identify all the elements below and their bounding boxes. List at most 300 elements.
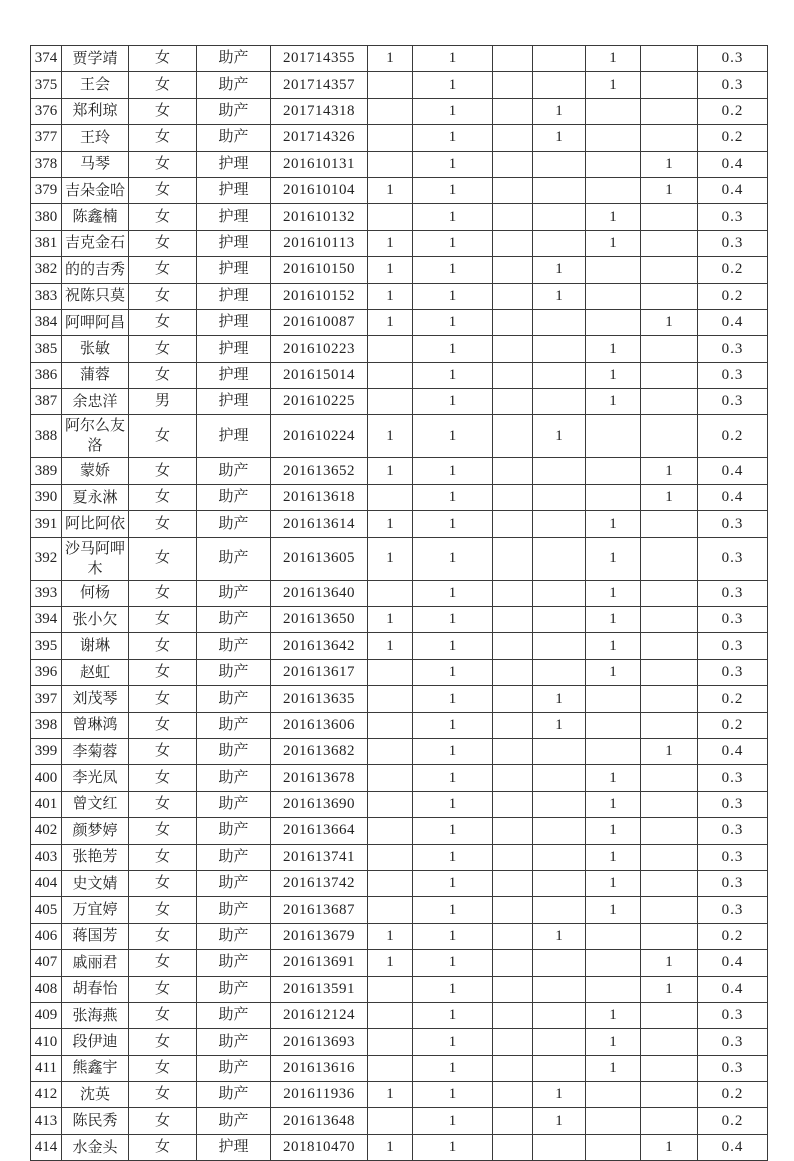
mark-6-cell: 1 [641,177,698,203]
mark-4-cell: 1 [533,125,586,151]
gender-cell: 女 [129,1082,197,1108]
mark-4-cell [533,46,586,72]
mark-5-cell [586,415,641,458]
mark-6-cell [641,1108,698,1134]
student-id-cell: 201714326 [271,125,368,151]
name-cell: 马琴 [62,151,129,177]
mark-6-cell [641,415,698,458]
mark-2-cell: 1 [413,844,493,870]
score-cell: 0.4 [698,976,768,1002]
mark-5-cell: 1 [586,818,641,844]
mark-1-cell [368,844,413,870]
row-number-cell: 411 [31,1055,62,1081]
mark-5-cell: 1 [586,72,641,98]
mark-2-cell: 1 [413,791,493,817]
mark-4-cell: 1 [533,686,586,712]
name-cell: 戚丽君 [62,950,129,976]
mark-3-cell [493,738,533,764]
table-row [31,897,768,923]
mark-6-cell [641,844,698,870]
mark-6-cell [641,818,698,844]
student-id-cell: 201610224 [271,415,368,458]
mark-4-cell [533,950,586,976]
name-cell: 吉朵金哈 [62,177,129,203]
mark-6-cell [641,1002,698,1028]
mark-1-cell: 1 [368,1134,413,1160]
gender-cell: 女 [129,336,197,362]
table-row [31,98,768,124]
mark-6-cell: 1 [641,484,698,510]
row-number-cell: 399 [31,738,62,764]
name-cell: 颜梦婷 [62,818,129,844]
gender-cell: 女 [129,870,197,896]
row-number-cell: 390 [31,484,62,510]
category-cell: 助产 [197,98,271,124]
mark-5-cell [586,283,641,309]
table-row [31,309,768,335]
mark-5-cell: 1 [586,1029,641,1055]
student-id-cell: 201610152 [271,283,368,309]
mark-1-cell: 1 [368,511,413,537]
row-number-cell: 395 [31,633,62,659]
name-cell: 的的吉秀 [62,257,129,283]
row-number-cell: 400 [31,765,62,791]
mark-3-cell [493,897,533,923]
mark-3-cell [493,511,533,537]
mark-5-cell [586,458,641,484]
mark-5-cell: 1 [586,633,641,659]
gender-cell: 女 [129,686,197,712]
gender-cell: 男 [129,389,197,415]
student-id-cell: 201613691 [271,950,368,976]
name-cell: 李光凤 [62,765,129,791]
mark-2-cell: 1 [413,125,493,151]
score-cell: 0.2 [698,415,768,458]
gender-cell: 女 [129,484,197,510]
mark-6-cell [641,1055,698,1081]
mark-6-cell: 1 [641,738,698,764]
mark-6-cell [641,712,698,738]
row-number-cell: 404 [31,870,62,896]
score-cell: 0.4 [698,177,768,203]
table-row [31,151,768,177]
student-id-cell: 201613642 [271,633,368,659]
row-number-cell: 381 [31,230,62,256]
row-number-cell: 414 [31,1134,62,1160]
mark-4-cell [533,580,586,606]
row-number-cell: 383 [31,283,62,309]
mark-2-cell: 1 [413,537,493,580]
score-cell: 0.2 [698,1082,768,1108]
student-id-cell: 201714355 [271,46,368,72]
mark-1-cell [368,738,413,764]
mark-4-cell: 1 [533,283,586,309]
mark-6-cell [641,537,698,580]
gender-cell: 女 [129,1055,197,1081]
mark-5-cell [586,923,641,949]
mark-1-cell [368,1029,413,1055]
row-number-cell: 394 [31,607,62,633]
mark-4-cell [533,765,586,791]
student-id-cell: 201610223 [271,336,368,362]
name-cell: 李菊蓉 [62,738,129,764]
mark-4-cell: 1 [533,1108,586,1134]
score-cell: 0.3 [698,1055,768,1081]
mark-5-cell [586,1108,641,1134]
name-cell: 蒙娇 [62,458,129,484]
mark-2-cell: 1 [413,1002,493,1028]
student-id-cell: 201610225 [271,389,368,415]
mark-5-cell [586,686,641,712]
student-id-cell: 201613648 [271,1108,368,1134]
mark-4-cell [533,177,586,203]
name-cell: 刘茂琴 [62,686,129,712]
mark-1-cell: 1 [368,633,413,659]
mark-4-cell [533,791,586,817]
gender-cell: 女 [129,738,197,764]
gender-cell: 女 [129,177,197,203]
name-cell: 万宜婷 [62,897,129,923]
mark-3-cell [493,257,533,283]
student-id-cell: 201610150 [271,257,368,283]
student-id-cell: 201613742 [271,870,368,896]
row-number-cell: 386 [31,362,62,388]
score-cell: 0.2 [698,923,768,949]
score-cell: 0.3 [698,389,768,415]
mark-4-cell [533,458,586,484]
mark-5-cell: 1 [586,580,641,606]
student-id-cell: 201610087 [271,309,368,335]
category-cell: 护理 [197,362,271,388]
mark-3-cell [493,98,533,124]
mark-2-cell: 1 [413,1108,493,1134]
table-row [31,738,768,764]
score-cell: 0.3 [698,511,768,537]
mark-1-cell [368,125,413,151]
name-cell: 何杨 [62,580,129,606]
mark-4-cell [533,607,586,633]
mark-3-cell [493,537,533,580]
category-cell: 助产 [197,818,271,844]
mark-4-cell [533,1134,586,1160]
category-cell: 助产 [197,633,271,659]
mark-1-cell: 1 [368,1082,413,1108]
name-cell: 蒲蓉 [62,362,129,388]
gender-cell: 女 [129,712,197,738]
mark-5-cell [586,151,641,177]
mark-1-cell: 1 [368,607,413,633]
mark-3-cell [493,389,533,415]
row-number-cell: 409 [31,1002,62,1028]
mark-2-cell: 1 [413,950,493,976]
mark-5-cell: 1 [586,1055,641,1081]
mark-6-cell [641,607,698,633]
mark-2-cell: 1 [413,765,493,791]
name-cell: 陈民秀 [62,1108,129,1134]
student-id-cell: 201610131 [271,151,368,177]
student-id-cell: 201610104 [271,177,368,203]
category-cell: 助产 [197,511,271,537]
category-cell: 助产 [197,46,271,72]
table-row [31,633,768,659]
category-cell: 护理 [197,257,271,283]
name-cell: 熊鑫宇 [62,1055,129,1081]
student-id-cell: 201613617 [271,659,368,685]
mark-2-cell: 1 [413,204,493,230]
mark-2-cell: 1 [413,484,493,510]
mark-1-cell: 1 [368,415,413,458]
name-cell: 吉克金石 [62,230,129,256]
mark-4-cell [533,844,586,870]
mark-5-cell: 1 [586,897,641,923]
mark-2-cell: 1 [413,511,493,537]
table-row [31,923,768,949]
mark-2-cell: 1 [413,458,493,484]
mark-6-cell [641,765,698,791]
category-cell: 助产 [197,1002,271,1028]
name-cell: 阿呷阿昌 [62,309,129,335]
mark-2-cell: 1 [413,607,493,633]
mark-3-cell [493,659,533,685]
mark-4-cell: 1 [533,1082,586,1108]
mark-5-cell: 1 [586,230,641,256]
table-row [31,950,768,976]
score-cell: 0.3 [698,46,768,72]
mark-1-cell [368,336,413,362]
category-cell: 助产 [197,607,271,633]
student-id-cell: 201613616 [271,1055,368,1081]
table-row [31,362,768,388]
mark-3-cell [493,712,533,738]
score-cell: 0.2 [698,712,768,738]
score-cell: 0.3 [698,230,768,256]
score-cell: 0.2 [698,125,768,151]
table-row [31,818,768,844]
name-cell: 贾学靖 [62,46,129,72]
mark-3-cell [493,818,533,844]
table-row [31,511,768,537]
mark-6-cell [641,98,698,124]
mark-2-cell: 1 [413,1134,493,1160]
mark-1-cell [368,818,413,844]
mark-6-cell [641,511,698,537]
table-row [31,415,768,458]
mark-3-cell [493,283,533,309]
mark-1-cell: 1 [368,177,413,203]
score-cell: 0.3 [698,818,768,844]
gender-cell: 女 [129,1029,197,1055]
mark-1-cell: 1 [368,458,413,484]
score-cell: 0.3 [698,870,768,896]
mark-4-cell [533,818,586,844]
table-row [31,389,768,415]
mark-6-cell [641,125,698,151]
table-row [31,607,768,633]
mark-6-cell [641,897,698,923]
mark-4-cell [533,659,586,685]
mark-5-cell [586,1082,641,1108]
mark-2-cell: 1 [413,151,493,177]
row-number-cell: 407 [31,950,62,976]
mark-4-cell [533,976,586,1002]
student-id-cell: 201613605 [271,537,368,580]
mark-3-cell [493,765,533,791]
mark-5-cell: 1 [586,389,641,415]
name-cell: 祝陈只莫 [62,283,129,309]
row-number-cell: 396 [31,659,62,685]
row-number-cell: 401 [31,791,62,817]
mark-2-cell: 1 [413,633,493,659]
mark-1-cell [368,98,413,124]
row-number-cell: 378 [31,151,62,177]
student-id-cell: 201613693 [271,1029,368,1055]
mark-5-cell [586,950,641,976]
gender-cell: 女 [129,257,197,283]
category-cell: 护理 [197,177,271,203]
mark-2-cell: 1 [413,46,493,72]
row-number-cell: 402 [31,818,62,844]
score-cell: 0.2 [698,283,768,309]
name-cell: 蒋国芳 [62,923,129,949]
category-cell: 护理 [197,336,271,362]
gender-cell: 女 [129,362,197,388]
category-cell: 护理 [197,230,271,256]
gender-cell: 女 [129,950,197,976]
category-cell: 助产 [197,125,271,151]
category-cell: 助产 [197,844,271,870]
row-number-cell: 391 [31,511,62,537]
mark-1-cell [368,659,413,685]
mark-1-cell [368,1055,413,1081]
mark-3-cell [493,1108,533,1134]
row-number-cell: 379 [31,177,62,203]
mark-3-cell [493,1029,533,1055]
category-cell: 助产 [197,659,271,685]
mark-6-cell: 1 [641,151,698,177]
category-cell: 护理 [197,415,271,458]
score-cell: 0.4 [698,151,768,177]
gender-cell: 女 [129,897,197,923]
student-id-cell: 201613652 [271,458,368,484]
score-cell: 0.3 [698,897,768,923]
mark-6-cell [641,257,698,283]
mark-2-cell: 1 [413,336,493,362]
mark-5-cell: 1 [586,607,641,633]
mark-6-cell [641,283,698,309]
category-cell: 助产 [197,1029,271,1055]
name-cell: 沈英 [62,1082,129,1108]
table-row [31,1055,768,1081]
mark-5-cell [586,257,641,283]
name-cell: 阿尔么友洛 [62,415,129,458]
table-row [31,659,768,685]
mark-3-cell [493,177,533,203]
mark-2-cell: 1 [413,72,493,98]
mark-2-cell: 1 [413,415,493,458]
mark-3-cell [493,72,533,98]
gender-cell: 女 [129,818,197,844]
mark-6-cell [641,72,698,98]
mark-4-cell [533,72,586,98]
category-cell: 助产 [197,738,271,764]
mark-6-cell [641,791,698,817]
mark-6-cell [641,1029,698,1055]
mark-2-cell: 1 [413,362,493,388]
row-number-cell: 397 [31,686,62,712]
gender-cell: 女 [129,98,197,124]
mark-5-cell: 1 [586,336,641,362]
mark-3-cell [493,791,533,817]
mark-4-cell: 1 [533,98,586,124]
score-cell: 0.3 [698,362,768,388]
table-row [31,537,768,580]
gender-cell: 女 [129,204,197,230]
mark-1-cell [368,870,413,896]
mark-6-cell [641,923,698,949]
mark-5-cell: 1 [586,765,641,791]
roster-table-body [31,46,768,1161]
mark-4-cell [533,362,586,388]
table-row [31,1082,768,1108]
mark-6-cell: 1 [641,458,698,484]
score-cell: 0.4 [698,309,768,335]
mark-4-cell: 1 [533,923,586,949]
category-cell: 助产 [197,580,271,606]
student-id-cell: 201611936 [271,1082,368,1108]
mark-6-cell: 1 [641,1134,698,1160]
mark-6-cell [641,686,698,712]
mark-5-cell [586,712,641,738]
category-cell: 护理 [197,309,271,335]
category-cell: 助产 [197,923,271,949]
mark-1-cell [368,389,413,415]
table-row [31,870,768,896]
category-cell: 护理 [197,1134,271,1160]
mark-5-cell [586,1134,641,1160]
mark-5-cell: 1 [586,46,641,72]
table-row [31,204,768,230]
gender-cell: 女 [129,511,197,537]
gender-cell: 女 [129,230,197,256]
score-cell: 0.3 [698,336,768,362]
mark-2-cell: 1 [413,1082,493,1108]
table-row [31,257,768,283]
category-cell: 护理 [197,389,271,415]
row-number-cell: 403 [31,844,62,870]
mark-4-cell [533,230,586,256]
score-cell: 0.4 [698,458,768,484]
mark-3-cell [493,686,533,712]
row-number-cell: 410 [31,1029,62,1055]
mark-1-cell [368,484,413,510]
mark-1-cell [368,72,413,98]
score-cell: 0.4 [698,1134,768,1160]
mark-6-cell [641,362,698,388]
gender-cell: 女 [129,46,197,72]
mark-2-cell: 1 [413,98,493,124]
mark-2-cell: 1 [413,976,493,1002]
mark-3-cell [493,844,533,870]
mark-6-cell [641,1082,698,1108]
category-cell: 助产 [197,950,271,976]
mark-4-cell [533,204,586,230]
category-cell: 助产 [197,1055,271,1081]
mark-1-cell [368,976,413,1002]
mark-2-cell: 1 [413,870,493,896]
mark-3-cell [493,230,533,256]
mark-6-cell [641,389,698,415]
category-cell: 助产 [197,765,271,791]
